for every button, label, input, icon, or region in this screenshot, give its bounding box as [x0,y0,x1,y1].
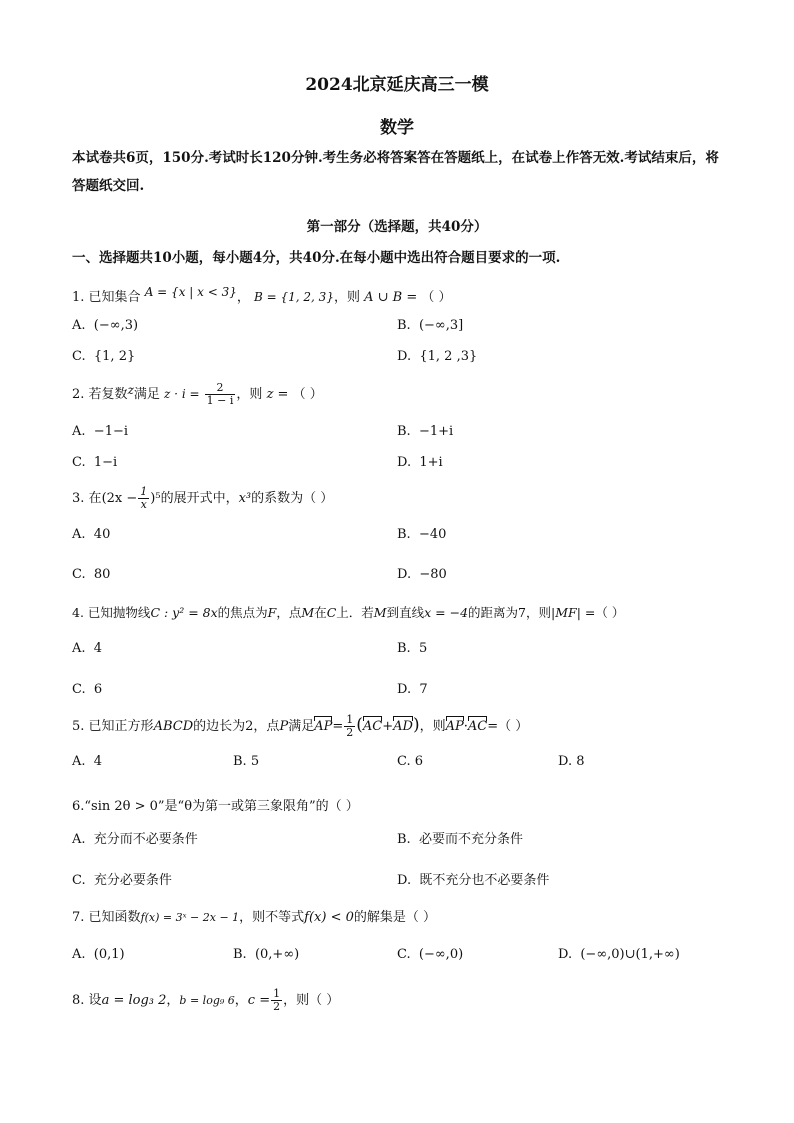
q1-text-pre: 已知集合 [88,290,141,305]
q7-function: f(x) = 3ˣ − 2x − 1 [140,911,240,924]
q2-option-b-label: B. [397,424,411,439]
q2-option-a [72,424,128,439]
q5-option-b [233,754,259,769]
q8-fraction [271,988,282,1013]
q8-a-def: a = log₃ 2 [101,993,167,1008]
q4-option-b-label: B. [397,641,411,656]
q5-option-c-value: 6 [414,754,424,769]
q1-option-d-label: D. [397,349,412,364]
q1-comma: ， [236,290,250,305]
q3-text-post: 的系数为（ ） [251,491,334,506]
q5-half [344,714,355,739]
q3-text-pre: 在 [88,491,102,506]
q4-option-c [72,682,102,697]
q4-text-3: ，点 [276,605,302,620]
q5-option-b-label: B. [233,754,247,769]
q6-option-a-label: A. [72,832,86,847]
q5-equals: = [332,719,344,734]
q1-option-b [397,318,463,333]
q5-vector-ad: AD [393,719,413,734]
q8-frac-denominator: 2 [273,1000,281,1013]
q8-b-def: b = log₉ 6 [179,994,235,1007]
q2-text-post: ，则 [236,387,263,402]
q6-option-d-value: 既不充分也不必要条件 [419,873,550,888]
q6-option-c-label: C. [72,873,86,888]
q4-option-b-value: 5 [418,641,428,656]
q5-text-1: 已知正方形 [88,719,154,734]
q5-option-b-value: 5 [250,754,260,769]
question-1 [72,286,452,305]
q5-text-4: 满足 [288,719,315,734]
q7-inequality: f(x) < 0 [304,910,354,925]
q2-option-d [397,455,443,470]
q2-frac-numerator: 2 [205,382,236,395]
q1-option-a-value: (−∞,3) [93,318,139,333]
q4-option-a [72,641,102,656]
q4-distance: 7 [518,605,526,620]
q3-expr-right: )⁵ [150,491,161,506]
q7-option-b [233,947,299,962]
q2-var: z [127,383,134,397]
q5-option-c [397,754,423,769]
q5-half-denominator: 2 [346,726,354,739]
q3-frac-numerator: 1 [140,485,148,498]
q7-option-b-value: (0,+∞) [254,947,300,962]
q5-vector-ac-2: AC [467,719,488,734]
q5-text-5: ，则 [419,719,446,734]
q5-equals-2: = [487,719,499,734]
q5-option-a-value: 4 [93,754,103,769]
q3-option-a-value: 40 [93,527,111,542]
q1-option-b-label: B. [397,318,411,333]
q4-option-a-label: A. [72,641,86,656]
q7-option-c [397,947,463,962]
q4-option-c-label: C. [72,682,86,697]
q1-text-post: ，则 [333,290,360,305]
q1-set-b: B = {1, 2, 3} [254,290,334,304]
q5-vector-ap-2: AP [445,719,464,734]
q1-option-d [397,349,477,364]
q7-option-d-value: (−∞,0)∪(1,+∞) [580,947,680,962]
q4-text-6: 到直线 [386,605,425,620]
question-2 [72,382,323,407]
q2-option-c-label: C. [72,455,86,470]
q4-number: 4. [72,605,84,620]
q5-paren-left: ( [356,715,363,735]
q5-dot: · [463,719,468,734]
question-8 [72,988,339,1013]
q7-text-1: 已知函数 [88,910,141,925]
q5-option-d-label: D. [558,754,573,769]
q6-option-c-value: 充分必要条件 [93,873,172,888]
q7-text-3: 的解集是（ ） [353,910,437,925]
q3-option-b-value: −40 [418,527,447,542]
q5-half-numerator: 1 [346,713,354,726]
q4-text-4: 在 [314,605,327,620]
exam-title: 2024北京延庆高三一模 [305,75,489,95]
q3-frac-denominator: x [140,498,147,511]
q2-option-b-value: −1+i [418,424,454,439]
q5-side: 2 [245,719,254,734]
exam-notice: 本试卷共6页，150分.考试时长120分钟.考生务必将答案答在答题纸上，在试卷上作答无效.考试结束后，将答题纸交回. [72,150,719,194]
q5-blank: （ ） [498,719,529,734]
q2-option-d-value: 1+i [419,455,443,470]
q5-paren-right: ) [412,715,420,735]
q4-text-1: 已知抛物线 [87,605,151,620]
q5-vector-ac: AC [362,719,383,734]
q5-number: 5. [72,719,85,734]
q2-number: 2. [72,387,85,402]
q3-number: 3. [72,491,85,506]
q3-option-c [72,567,110,582]
q6-option-a-value: 充分而不必要条件 [93,832,198,847]
q7-option-c-value: (−∞,0) [418,947,464,962]
q2-option-d-label: D. [397,455,412,470]
q8-text-2: ，则（ ） [283,993,340,1008]
q4-text-2: 的焦点为 [217,605,268,620]
q4-option-a-value: 4 [93,641,103,656]
q3-option-b-label: B. [397,527,411,542]
q7-option-d-label: D. [558,947,573,962]
q5-option-a [72,754,102,769]
q1-set-a: A = {x | x < 3} [144,285,237,299]
q6-option-d-label: D. [397,873,412,888]
q1-option-a-label: A. [72,318,86,333]
q3-option-d [397,567,447,582]
q4-text-5: 上．若 [336,605,374,620]
q6-option-b [397,828,523,847]
q8-sep-1: ， [166,993,180,1008]
q2-expr: z = [266,387,289,402]
q2-lhs: z · i = [164,387,200,401]
q4-line: x = −4 [424,605,469,620]
q4-point-m: M [301,605,315,620]
q2-frac-denominator: 1 − i [206,394,234,407]
q2-option-c [72,455,117,470]
question-6 [72,795,359,814]
q4-curve: C : y² = 8x [150,605,218,620]
q4-text-7: 的距离为 [468,605,519,620]
part-one-heading: 第一部分（选择题，共40分） [306,219,488,235]
q2-option-a-value: −1−i [93,424,129,439]
q5-text-2: 的边长为 [193,719,246,734]
q2-option-c-value: 1−i [93,455,118,470]
q4-option-c-value: 6 [93,682,103,697]
q5-vector-ap: AP [314,719,333,734]
q6-option-d [397,869,549,888]
q4-point-m-2: M [373,605,387,620]
question-3 [72,486,333,511]
q7-option-a [72,947,125,962]
q5-option-d [558,754,585,769]
q3-fraction [138,486,149,511]
q7-option-b-label: B. [233,947,247,962]
q2-blank: （ ） [292,387,323,402]
q5-square: ABCD [153,719,194,734]
q7-number: 7. [72,910,85,925]
q2-option-a-label: A. [72,424,86,439]
q3-option-d-value: −80 [419,567,447,582]
q7-option-c-label: C. [397,947,411,962]
q1-option-d-value: {1, 2 ,3} [419,349,478,364]
q1-option-b-value: (−∞,3] [418,318,464,333]
question-7 [72,906,436,925]
q3-option-d-label: D. [397,567,412,582]
q5-option-c-label: C. [397,754,411,769]
q6-number: 6. [72,799,85,814]
q3-option-c-value: 80 [93,567,111,582]
q1-option-a [72,318,138,333]
q6-option-a [72,828,198,847]
q6-text: “sin 2θ > 0”是“θ为第一或第三象限角”的（ ） [84,799,359,814]
q5-option-a-label: A. [72,754,86,769]
q8-number: 8. [72,993,85,1008]
q4-text-8: ，则 [526,605,552,620]
q8-c-def: c = [247,993,271,1008]
q4-abs: |MF| = [551,605,596,620]
q2-option-b [397,424,453,439]
q1-option-c-label: C. [72,349,86,364]
q7-option-a-value: (0,1) [93,947,125,962]
q3-expr-left: (2x − [101,491,138,506]
q4-curve-c: C [326,605,337,620]
q5-plus: + [382,719,394,734]
q4-focus: F [267,605,277,620]
q4-option-d-label: D. [397,682,412,697]
question-5 [72,714,528,739]
section-one-heading: 一、选择题共10小题，每小题4分，共40分.在每小题中选出符合题目要求的一项. [72,250,561,266]
q3-option-a-label: A. [72,527,86,542]
q8-sep-2: ， [234,993,248,1008]
q1-number: 1. [72,290,85,305]
question-4 [72,603,624,621]
q7-option-d [558,947,680,962]
q5-option-d-value: 8 [576,754,585,769]
q3-option-a [72,527,110,542]
q8-frac-numerator: 1 [273,987,281,1000]
q2-text-mid: 满足 [133,387,160,402]
q3-option-b [397,527,446,542]
q1-option-c-value: {1, 2} [93,349,136,364]
q4-option-b [397,641,427,656]
q3-text-mid: 的展开式中， [160,491,239,506]
q4-option-d-value: 7 [419,682,428,697]
q4-option-d [397,682,428,697]
q7-option-a-label: A. [72,947,86,962]
q1-option-c [72,349,135,364]
q2-text-pre: 若复数 [88,387,128,402]
q1-blank: （ ） [421,290,452,305]
q6-option-b-value: 必要而不充分条件 [418,832,523,847]
q6-option-b-label: B. [397,832,411,847]
q5-point-p: P [279,719,289,734]
q6-option-c [72,869,172,888]
q2-fraction [205,382,236,407]
q4-blank: （ ） [595,605,625,620]
subject-title: 数学 [380,118,414,138]
q3-option-c-label: C. [72,567,86,582]
q3-term: x³ [238,491,252,506]
q1-expr: A ∪ B = [364,290,418,305]
q8-text-1: 设 [88,993,102,1008]
q7-text-2: ，则不等式 [239,910,305,925]
q5-text-3: ，点 [253,719,280,734]
